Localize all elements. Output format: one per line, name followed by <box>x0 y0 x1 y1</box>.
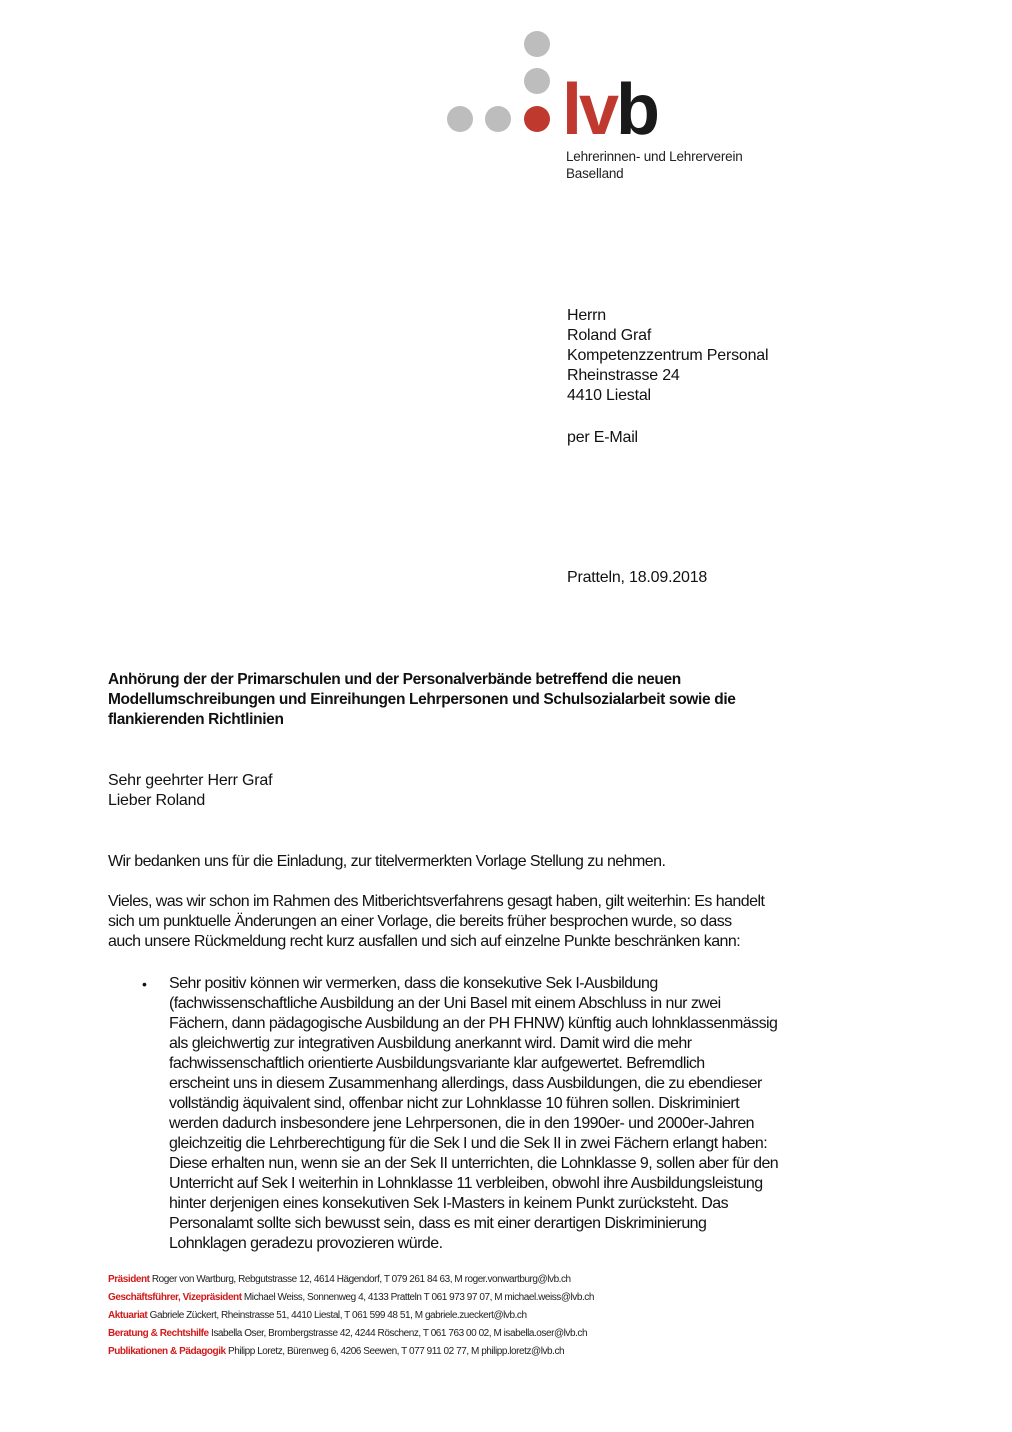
footer-role: Aktuariat <box>108 1310 148 1321</box>
logo-dot-icon <box>524 31 550 57</box>
text-line: fachwissenschaftlich orientierte Ausbildungsvariante klar aufgewertet. Befremdlich <box>169 1055 705 1072</box>
text-line: Diese erhalten nun, wenn sie an der Sek II unterrichten, die Lohnklasse 9, sollen aber für den <box>169 1155 779 1172</box>
paragraph-thanks <box>108 852 928 872</box>
footer-role: Präsident <box>108 1274 150 1285</box>
footer-contact: Roger von Wartburg, Rebgutstrasse 12, 4614 Hägendorf, T 079 261 84 63, M roger.vonwartburg@lvb.ch <box>149 1274 571 1285</box>
salutation-informal: Lieber Roland <box>108 792 206 809</box>
footer-role: Beratung & Rechtshilfe <box>108 1328 209 1339</box>
footer-contact: Philipp Loretz, Bürenweg 6, 4206 Seewen, T 077 911 02 77, M philipp.loretz@lvb.ch <box>225 1346 565 1357</box>
paragraph-intro <box>108 892 928 952</box>
text-line: sich um punktuelle Änderungen an einer Vorlage, die bereits früher besprochen wurde, so dass <box>108 913 732 930</box>
org-name <box>566 148 743 182</box>
footer-row-president <box>108 1271 594 1289</box>
text-line: Unterricht auf Sek I weiterhin in Lohnklasse 11 verbleiben, obwohl ihre Ausbildungsleistung <box>169 1175 763 1192</box>
salutation <box>108 771 272 811</box>
logo-dot-icon <box>485 106 511 132</box>
logo-dot-red-icon <box>524 106 550 132</box>
text-line: Personalamt sollte sich bewusst sein, dass es mit einer derartigen Diskriminierung <box>169 1215 707 1232</box>
org-name-line1: Lehrerinnen- und Lehrerverein <box>566 149 743 164</box>
subject-line: flankierenden Richtlinien <box>108 711 284 728</box>
salutation-formal: Sehr geehrter Herr Graf <box>108 772 273 789</box>
bullet-icon: • <box>142 976 147 992</box>
text-line: vollständig äquivalent sind, offenbar nicht zur Lohnklasse 10 führen sollen. Diskriminiert <box>169 1095 740 1112</box>
logo-dot-icon <box>524 68 550 94</box>
footer-row-secretary <box>108 1307 594 1325</box>
bullet-text <box>169 974 778 1254</box>
text-line: Vieles, was wir schon im Rahmen des Mitberichtsverfahrens gesagt haben, gilt weiterhin: Es handelt <box>108 893 765 910</box>
recipient-name: Roland Graf <box>567 327 652 344</box>
text-line: Sehr positiv können wir vermerken, dass die konsekutive Sek I-Ausbildung <box>169 975 658 992</box>
footer-contact: Gabriele Zückert, Rheinstrasse 51, 4410 Liestal, T 061 599 48 51, M gabriele.zueckert@lvb.ch <box>147 1310 527 1321</box>
text-line: (fachwissenschaftliche Ausbildung an der Uni Basel mit einem Abschluss in nur zwei <box>169 995 721 1012</box>
text-line: hinter derjenigen eines konsekutiven Sek I-Masters in keinem Punkt zurücksteht. Das <box>169 1195 729 1212</box>
place-date: Pratteln, 18.09.2018 <box>567 569 708 586</box>
delivery-method: per E-Mail <box>567 429 638 446</box>
wordmark-red: lv <box>562 70 617 150</box>
wordmark-dark: b <box>616 70 658 150</box>
logo-wordmark <box>562 70 658 150</box>
footer-row-manager <box>108 1289 594 1307</box>
subject-line: Modellumschreibungen und Einreihungen Lehrpersonen und Schulsozialarbeit sowie die <box>108 691 736 708</box>
text-line: erscheint uns in diesem Zusammenhang allerdings, dass Ausbildungen, die zu ebendieser <box>169 1075 762 1092</box>
recipient-address <box>567 306 768 406</box>
footer-contact: Michael Weiss, Sonnenweg 4, 4133 Pratteln T 061 973 97 07, M michael.weiss@lvb.ch <box>241 1292 594 1303</box>
footer-row-publications <box>108 1343 594 1361</box>
letter-subject <box>108 670 928 730</box>
text-line: als gleichwertig zur integrativen Ausbildung anerkannt wird. Damit wird die mehr <box>169 1035 692 1052</box>
footer-contact: Isabella Oser, Brombergstrasse 42, 4244 Röschenz, T 061 763 00 02, M isabella.oser@lvb.ch <box>208 1328 588 1339</box>
text-line: Fächern, dann pädagogische Ausbildung an der PH FHNW) künftig auch lohnklassenmässig <box>169 1015 778 1032</box>
footer-role: Geschäftsführer, Vizepräsident <box>108 1292 242 1303</box>
footer-role: Publikationen & Pädagogik <box>108 1346 226 1357</box>
subject-line: Anhörung der der Primarschulen und der Personalverbände betreffend die neuen <box>108 671 681 688</box>
letterhead-footer <box>108 1271 594 1361</box>
logo-dot-icon <box>447 106 473 132</box>
text-line: Lohnklagen geradezu provozieren würde. <box>169 1235 443 1252</box>
recipient-department: Kompetenzzentrum Personal <box>567 347 769 364</box>
text-line: auch unsere Rückmeldung recht kurz ausfallen und sich auf einzelne Punkte beschränken kann: <box>108 933 741 950</box>
recipient-salutation: Herrn <box>567 307 607 324</box>
text-line: Wir bedanken uns für die Einladung, zur titelvermerkten Vorlage Stellung zu nehmen. <box>108 853 666 870</box>
recipient-street: Rheinstrasse 24 <box>567 367 680 384</box>
text-line: gleichzeitig die Lehrberechtigung für die Sek I und die Sek II in zwei Fächern erlangt haben: <box>169 1135 768 1152</box>
org-name-line2: Baselland <box>566 166 624 181</box>
text-line: werden dadurch insbesondere jene Lehrpersonen, die in den 1990er- und 2000er-Jahren <box>169 1115 755 1132</box>
recipient-city: 4410 Liestal <box>567 387 651 404</box>
footer-row-legal <box>108 1325 594 1343</box>
